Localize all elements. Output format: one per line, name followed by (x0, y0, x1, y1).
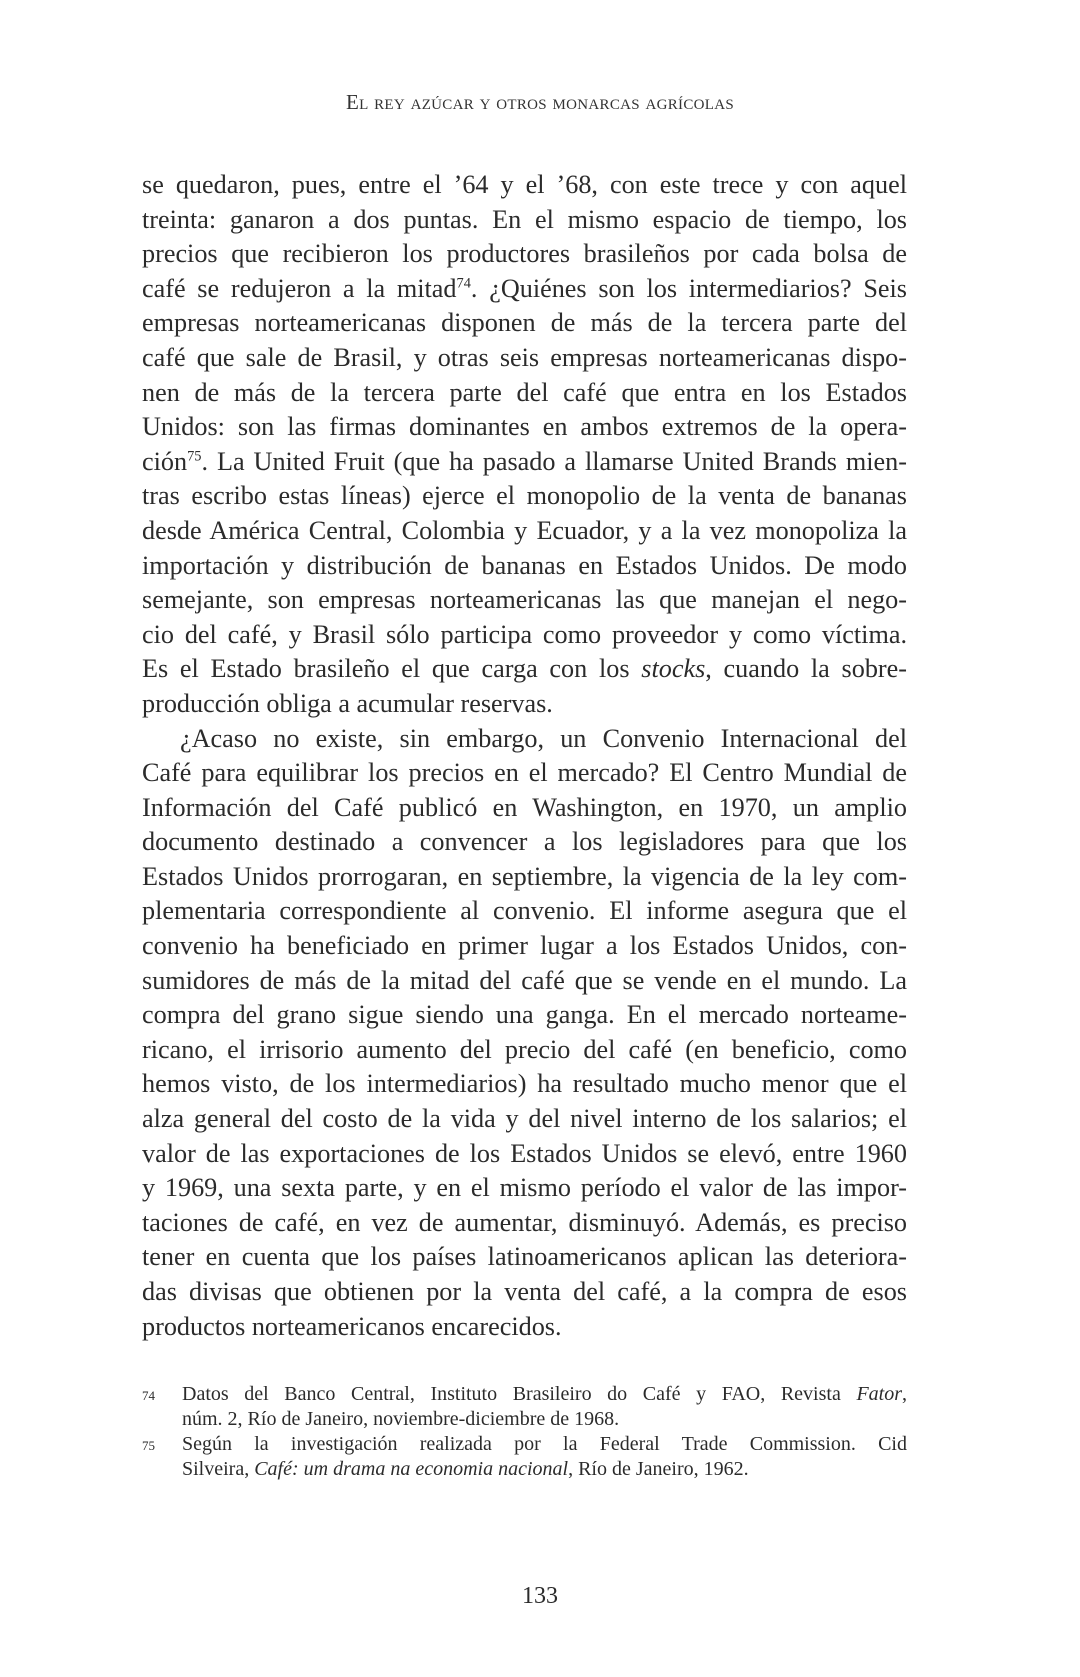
text-line: compra del grano sigue siendo una ganga. En el mercado norteame- (142, 1000, 907, 1030)
footnote-number: 74 (142, 1388, 155, 1403)
text-line: ricano, el irrisorio aumento del precio del café (en beneficio, como (142, 1034, 907, 1064)
footnote-74 (142, 1382, 907, 1432)
italic-term: stocks (641, 654, 706, 684)
text-line: Información del Café publicó en Washington, en 1970, un amplio (142, 792, 907, 822)
running-header: El rey azúcar y otros monarcas agrícolas (345, 90, 735, 114)
text-line: importación y distribución de bananas en Estados Unidos. De modo (142, 550, 907, 580)
text-line: tras escribo estas líneas) ejerce el monopolio de la venta de bananas (142, 481, 907, 511)
footnote-ref-75[interactable]: 75 (187, 448, 202, 465)
text-line: valor de las exportaciones de los Estados Unidos se elevó, entre 1960 (142, 1138, 907, 1168)
text-line: y 1969, una sexta parte, y en el mismo período el valor de las impor- (142, 1173, 907, 1203)
text-line: productos norteamericanos encarecidos. (142, 1311, 562, 1341)
paragraph-1 (142, 168, 907, 722)
text-line: das divisas que obtienen por la venta del café, a la compra de esos (142, 1277, 907, 1306)
text-line: ¿Acaso no existe, sin embargo, un Convenio Internacional del (180, 723, 907, 753)
book-title: Café: um drama na economia nacional (254, 1458, 569, 1480)
text-line: empresas norteamericanas disponen de más de la tercera parte del (142, 308, 907, 338)
text-line: taciones de café, en vez de aumentar, disminuyó. Además, es preciso (142, 1207, 907, 1237)
text-line: sumidores de más de la mitad del café que se vende en el mundo. La (142, 965, 907, 995)
publication-title: Fator (856, 1383, 902, 1405)
footnotes (142, 1382, 907, 1482)
text-line: plementaria correspondiente al convenio. El informe asegura que el (142, 896, 907, 926)
text-line: café se redujeron a la mitad$^{74}$. ¿Quiénes son los intermediarios? Seis (142, 273, 907, 303)
text-line: convenio ha beneficiado en primer lugar a los Estados Unidos, con- (142, 931, 907, 961)
text-line: Unidos: son las firmas dominantes en ambos extremos de la opera- (142, 412, 907, 442)
text-line: alza general del costo de la vida y del nivel interno de los salarios; el (142, 1104, 907, 1134)
text-line: documento destinado a convencer a los legisladores para que los (142, 827, 907, 857)
footnote-75 (142, 1432, 907, 1482)
paragraph-2 (142, 722, 907, 1345)
footnote-text: Según la investigación realizada por la Federal Trade Commission. Cid Silveira, Café: um drama na economia nacional, Río de Janeiro, 1962. (182, 1433, 907, 1480)
text-line: cio del café, y Brasil sólo participa como proveedor y como víctima. (142, 619, 907, 649)
footnote-number: 75 (142, 1438, 155, 1453)
text-line: Es el Estado brasileño el que carga con los stocks, cuando la sobre- (142, 654, 907, 684)
text-line: tener en cuenta que los países latinoamericanos aplican las deteriora- (142, 1242, 907, 1272)
text-line: se quedaron, pues, entre el ’64 y el ’68, con este trece y con aquel (142, 170, 907, 199)
text-line: Estados Unidos prorrogaran, en septiembre, la vigencia de la ley com- (142, 861, 907, 891)
text-line: treinta: ganaron a dos puntas. En el mismo espacio de tiempo, los (142, 204, 907, 234)
text-line: precios que recibieron los productores brasileños por cada bolsa de (142, 239, 907, 269)
body-text (142, 168, 907, 1344)
text-line: nen de más de la tercera parte del café que entra en los Estados (142, 377, 907, 407)
text-line: ción$^{75}$. La United Fruit (que ha pasado a llamarse United Brands mien- (142, 446, 907, 476)
text-line: café que sale de Brasil, y otras seis empresas norteamericanas dispo- (142, 342, 907, 372)
text-line: desde América Central, Colombia y Ecuador, y a la vez monopoliza la (142, 515, 907, 545)
footnote-text: Datos del Banco Central, Instituto Brasileiro do Café y FAO, Revista Fator, núm. 2, Río de Janeiro, noviembre-diciembre de 1968. (182, 1383, 907, 1430)
page-number: 133 (522, 1583, 558, 1609)
text-line: producción obliga a acumular reservas. (142, 688, 553, 718)
text-line: semejante, son empresas norteamericanas las que manejan el nego- (142, 585, 907, 615)
text-line: hemos visto, de los intermediarios) ha resultado mucho menor que el (142, 1069, 907, 1099)
footnote-ref-74[interactable]: 74 (456, 275, 471, 292)
text-line: Café para equilibrar los precios en el mercado? El Centro Mundial de (142, 758, 907, 788)
